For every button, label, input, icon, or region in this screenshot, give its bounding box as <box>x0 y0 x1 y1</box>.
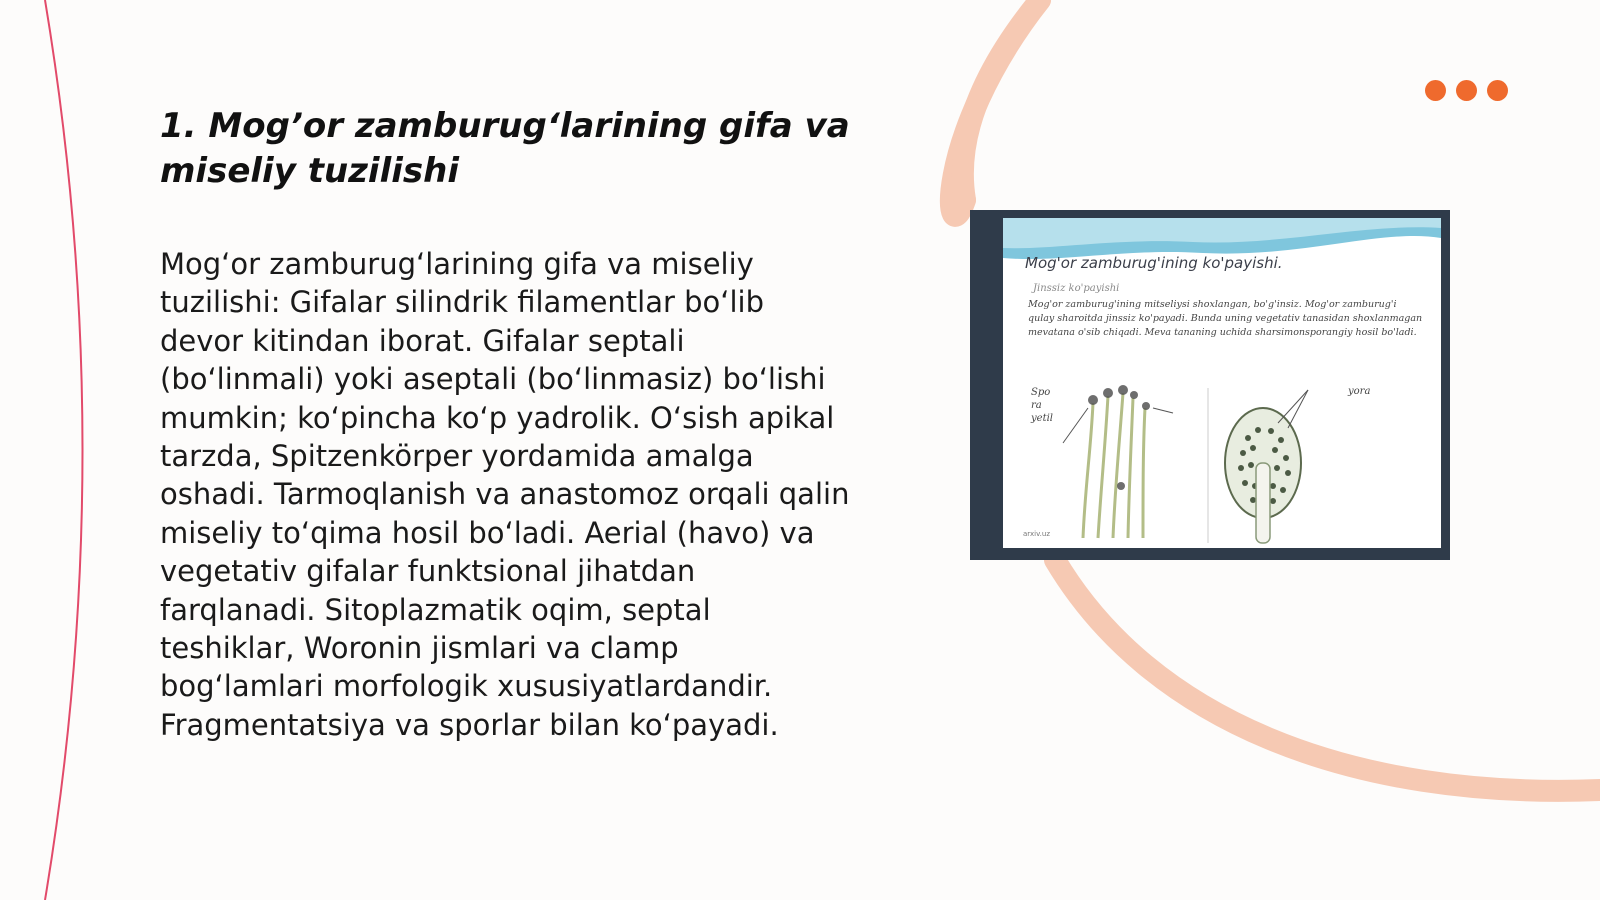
illustration-image <box>970 210 1450 560</box>
illustration-label-left: Spo ra yetil <box>1031 387 1053 424</box>
decorative-arc-bottom <box>1055 560 1600 791</box>
illustration-label-right: yora <box>1348 386 1371 397</box>
illustration-title: Mog'or zamburug'ining ko'payishi. <box>1025 254 1283 272</box>
dot-icon <box>1456 80 1477 101</box>
dot-icon <box>1487 80 1508 101</box>
paragraph-line: mevatana o'sib chiqadi. Meva tananing uchida sharsimonsporangiy hosil bo'ladi. <box>1028 327 1417 338</box>
dot-icon <box>1425 80 1446 101</box>
mold-drawing <box>1003 368 1441 548</box>
paragraph-line: Mog'or zamburug'ining mitseliysi shoxlangan, bo'g'insiz. Mog'or zamburug'i <box>1028 299 1397 310</box>
slide-body-text: Mog‘or zamburug‘larining gifa va miseliy tuzilishi: Gifalar silindrik filamentlar bo‘lib devor kitindan iborat. Gifalar septali (bo‘linmali) yoki aseptali (bo‘linmasiz) bo‘lishi mumkin; ko‘pincha ko‘p yadrolik. O‘sish apikal tarzda, Spitzenkörper yordamida amalga oshadi. Tarmoqlanish va anastomoz orqali qalin miseliy to‘qima hosil bo‘ladi. Aerial (havo) va vegetativ gifalar funktsional jihatdan farqlanadi. Sitoplazmatik oqim, septal teshiklar, Woronin jismlari va clamp bog‘lamlari morfologik xususiyatlardandir. Fragmentatsiya va sporlar bilan ko‘payadi. <box>160 247 850 742</box>
illustration-content <box>1003 218 1441 548</box>
slide-title: 1. Mog’or zamburug‘larining gifa va miseliy tuzilishi <box>160 106 850 191</box>
illustration-footer: arxiv.uz <box>1023 530 1051 538</box>
paragraph-line: qulay sharoitda jinssiz ko'payadi. Bunda uning vegetativ tanasidan shoxlanmagan <box>1028 313 1423 324</box>
illustration-subtitle: Jinssiz ko'payishi <box>1033 283 1120 294</box>
more-dots-icon <box>1425 80 1508 101</box>
illustration-paragraph <box>1028 298 1428 340</box>
left-accent-line <box>45 0 83 900</box>
